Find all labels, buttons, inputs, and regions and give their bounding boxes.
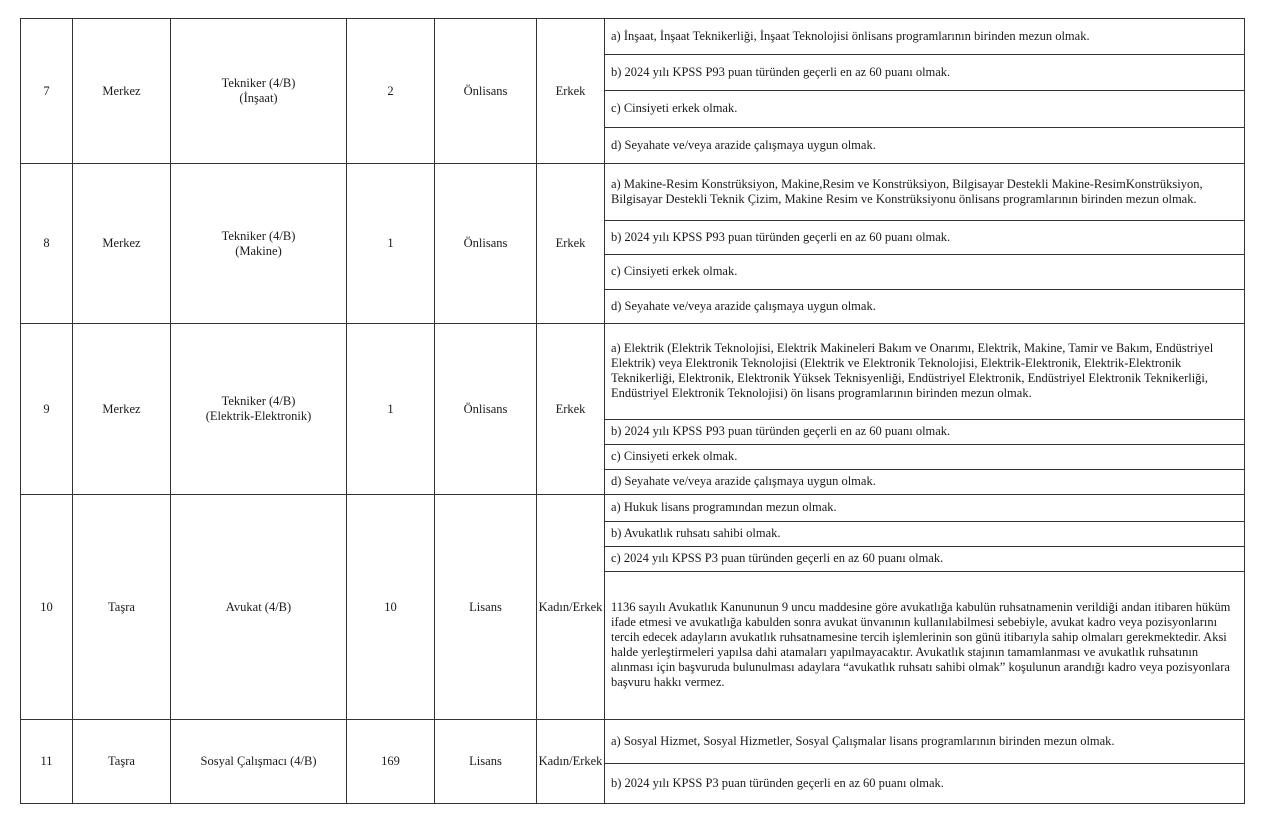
table-row	[21, 164, 1245, 221]
requirement-cell: b) 2024 yılı KPSS P93 puan türünden geçerli en az 60 puanı olmak.	[605, 221, 1245, 255]
title-line: (Makine)	[235, 243, 282, 258]
requirement-cell: b) Avukatlık ruhsatı sahibi olmak.	[605, 522, 1245, 547]
gender-cell: Erkek	[537, 324, 605, 495]
title-line: Tekniker (4/B)	[221, 394, 296, 408]
education-cell: Önlisans	[435, 19, 537, 164]
requirement-note: 1136 sayılı Avukatlık Kanununun 9 uncu maddesine göre avukatlığa kabulün ruhsatnamenin verildiği andan itibaren hüküm ifade etmesi ve avukatlığa kabulden sonra avukat ünvanının kullanılabilmesi sebebiyle, avukat kadro veya pozisyonlarını tercih edecek adayların avukatlık ruhsatnamesine tercih işlemlerinin son günü itibarıyla sahip olmaları gerekmektedir. Aksi halde yerleştirmeleri yapılsa dahi atamaları yapılmayacaktır. Avukatlık stajının tamamlanması ve avukatlık ruhsatının alınması için başvuruda bulunulması adaylara “avukatlık ruhsatı sahibi olmak” koşulunun arandığı kadro veya pozisyonlara başvuru hakkı vermez.	[605, 572, 1245, 720]
requirement-cell: a) Elektrik (Elektrik Teknolojisi, Elektrik Makineleri Bakım ve Onarımı, Elektrik, Makine, Tamir ve Bakım, Endüstriyel Elektrik) veya Elektronik Teknolojisi (Elektrik ve Elektronik Teknolojisi, Elektrik-Elektronik, Elektrik-Elektronik Teknikerliği, Elektronik, Elektronik Yüksek Teknisyenliği, Endüstriyel Elektronik, Endüstriyel Elektronik Teknikerliği, Endüstriyel Elektronik Teknolojisi) ön lisans programlarının birinden mezun olmak.	[605, 324, 1245, 420]
education-cell: Lisans	[435, 720, 537, 804]
requirement-cell: d) Seyahate ve/veya arazide çalışmaya uygun olmak.	[605, 470, 1245, 495]
table-row	[21, 324, 1245, 420]
title-cell	[171, 164, 347, 324]
requirement-cell: b) 2024 yılı KPSS P93 puan türünden geçerli en az 60 puanı olmak.	[605, 55, 1245, 91]
position-number: 11	[21, 720, 73, 804]
requirement-cell: d) Seyahate ve/veya arazide çalışmaya uygun olmak.	[605, 128, 1245, 164]
requirement-cell: a) Makine-Resim Konstrüksiyon, Makine,Resim ve Konstrüksiyon, Bilgisayar Destekli Makine-ResimKonstrüksiyon, Bilgisayar Destekli Teknik Çizim, Makine Resim ve Konstrüksiyonu önlisans programlarının birinden mezun olmak.	[605, 164, 1245, 221]
gender-cell: Kadın/Erkek	[537, 495, 605, 720]
unit-cell: Taşra	[73, 495, 171, 720]
count-cell: 1	[347, 324, 435, 495]
requirement-cell: a) Sosyal Hizmet, Sosyal Hizmetler, Sosyal Çalışmalar lisans programlarının birinden mezun olmak.	[605, 720, 1245, 764]
unit-cell: Merkez	[73, 324, 171, 495]
requirement-cell: c) 2024 yılı KPSS P3 puan türünden geçerli en az 60 puanı olmak.	[605, 547, 1245, 572]
count-cell: 2	[347, 19, 435, 164]
requirement-cell: c) Cinsiyeti erkek olmak.	[605, 445, 1245, 470]
position-number: 7	[21, 19, 73, 164]
title-cell: Sosyal Çalışmacı (4/B)	[171, 720, 347, 804]
gender-cell: Erkek	[537, 164, 605, 324]
count-cell: 169	[347, 720, 435, 804]
requirement-cell: a) Hukuk lisans programından mezun olmak.	[605, 495, 1245, 522]
requirements-table	[20, 18, 1245, 804]
title-cell	[171, 324, 347, 495]
education-cell: Önlisans	[435, 164, 537, 324]
table-row	[21, 19, 1245, 55]
requirement-cell: a) İnşaat, İnşaat Teknikerliği, İnşaat Teknolojisi önlisans programlarının birinden mezun olmak.	[605, 19, 1245, 55]
unit-cell: Taşra	[73, 720, 171, 804]
gender-cell: Kadın/Erkek	[537, 720, 605, 804]
position-number: 9	[21, 324, 73, 495]
title-line: (İnşaat)	[239, 91, 278, 105]
position-number: 8	[21, 164, 73, 324]
title-line: Tekniker (4/B)	[221, 228, 296, 243]
requirement-cell: d) Seyahate ve/veya arazide çalışmaya uygun olmak.	[605, 290, 1245, 324]
count-cell: 1	[347, 164, 435, 324]
count-cell: 10	[347, 495, 435, 720]
requirement-cell: b) 2024 yılı KPSS P3 puan türünden geçerli en az 60 puanı olmak.	[605, 764, 1245, 804]
gender-cell: Erkek	[537, 19, 605, 164]
education-cell: Lisans	[435, 495, 537, 720]
unit-cell: Merkez	[73, 164, 171, 324]
title-line: Tekniker (4/B)	[221, 76, 296, 90]
requirement-cell: c) Cinsiyeti erkek olmak.	[605, 255, 1245, 290]
title-cell	[171, 19, 347, 164]
title-cell: Avukat (4/B)	[171, 495, 347, 720]
table-row	[21, 720, 1245, 764]
requirement-cell: c) Cinsiyeti erkek olmak.	[605, 91, 1245, 128]
requirement-cell: b) 2024 yılı KPSS P93 puan türünden geçerli en az 60 puanı olmak.	[605, 420, 1245, 445]
position-number: 10	[21, 495, 73, 720]
table-row	[21, 495, 1245, 522]
title-line: (Elektrik-Elektronik)	[205, 409, 312, 423]
education-cell: Önlisans	[435, 324, 537, 495]
unit-cell: Merkez	[73, 19, 171, 164]
